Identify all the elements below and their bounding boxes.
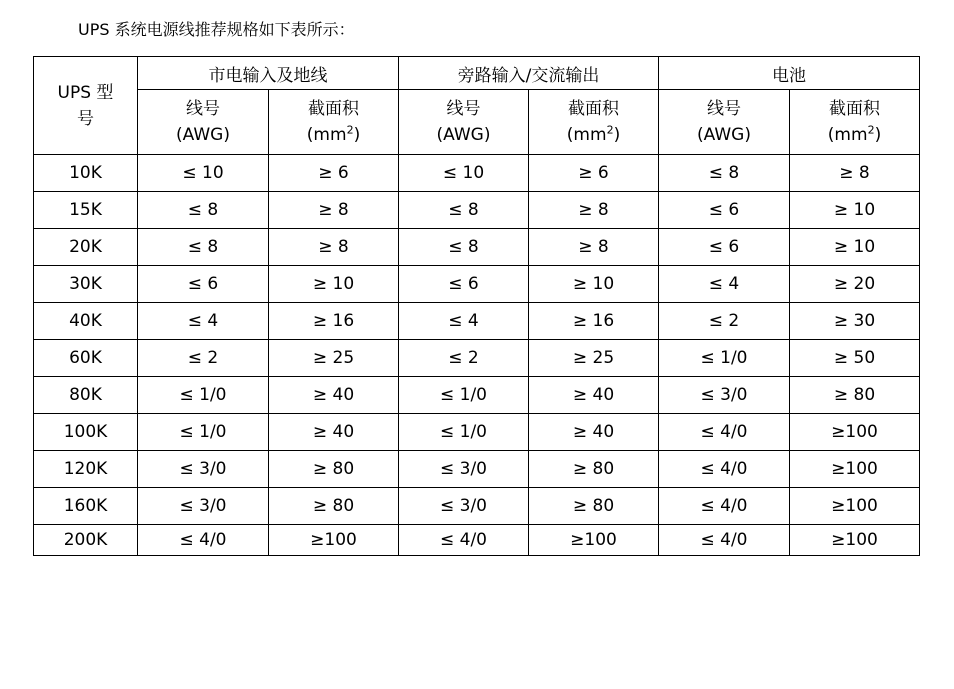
subheader-label: 截面积	[308, 99, 359, 119]
table-row	[34, 229, 920, 266]
subheader-cell	[529, 90, 659, 155]
subheader-label: 截面积	[568, 99, 619, 119]
spec-cell: ≤ 8	[138, 229, 269, 266]
header-row-groups	[34, 57, 920, 90]
subheader-unit	[659, 122, 789, 148]
spec-cell: ≤ 4	[138, 303, 269, 340]
table-row	[34, 525, 920, 556]
model-header-line2: 号	[77, 108, 94, 129]
spec-cell: ≥ 8	[529, 229, 659, 266]
spec-cell: ≥ 8	[269, 229, 399, 266]
unit-close: )	[613, 125, 621, 145]
spec-cell: ≤ 3/0	[659, 377, 790, 414]
table-row	[34, 266, 920, 303]
spec-cell: ≥ 8	[269, 192, 399, 229]
spec-cell: ≥ 20	[790, 266, 920, 303]
unit-close: )	[874, 125, 882, 145]
table-row	[34, 451, 920, 488]
spec-cell: ≤ 6	[659, 229, 790, 266]
model-cell: 160K	[34, 488, 138, 525]
spec-cell: ≤ 1/0	[138, 414, 269, 451]
spec-cell: ≤ 8	[659, 155, 790, 192]
intro-text: UPS 系统电源线推荐规格如下表所示：	[78, 20, 355, 39]
spec-cell: ≤ 2	[659, 303, 790, 340]
table-row	[34, 340, 920, 377]
spec-cell: ≤ 8	[399, 192, 529, 229]
subheader-label: 线号	[186, 99, 220, 119]
spec-cell: ≤ 1/0	[659, 340, 790, 377]
spec-cell: ≥ 6	[529, 155, 659, 192]
spec-cell: ≥100	[790, 525, 920, 556]
unit-text: (AWG)	[697, 125, 751, 145]
spec-cell: ≥ 80	[529, 488, 659, 525]
table-row	[34, 303, 920, 340]
subheader-cell	[399, 90, 529, 155]
spec-cell: ≥ 25	[529, 340, 659, 377]
spec-cell: ≤ 4/0	[138, 525, 269, 556]
spec-cell: ≤ 1/0	[138, 377, 269, 414]
spec-cell: ≤ 1/0	[399, 377, 529, 414]
model-cell: 20K	[34, 229, 138, 266]
model-cell: 80K	[34, 377, 138, 414]
spec-cell: ≥ 50	[790, 340, 920, 377]
spec-cell: ≤ 4/0	[659, 525, 790, 556]
model-cell: 200K	[34, 525, 138, 556]
spec-cell: ≤ 3/0	[138, 488, 269, 525]
subheader-cell	[659, 90, 790, 155]
subheader-unit	[138, 122, 268, 148]
subheader-unit	[399, 122, 528, 148]
subheader-cell	[138, 90, 269, 155]
table-row	[34, 488, 920, 525]
spec-cell: ≥ 30	[790, 303, 920, 340]
spec-cell: ≤ 3/0	[399, 451, 529, 488]
model-cell: 15K	[34, 192, 138, 229]
unit-close: )	[353, 125, 361, 145]
spec-cell: ≥ 10	[269, 266, 399, 303]
spec-cell: ≤ 4/0	[399, 525, 529, 556]
table-row	[34, 192, 920, 229]
subheader-label: 截面积	[829, 99, 880, 119]
model-header-line1: UPS 型	[57, 82, 114, 103]
subheader-unit	[790, 122, 919, 148]
subheader-cell	[269, 90, 399, 155]
group-header-mains: 市电输入及地线	[138, 57, 399, 90]
spec-cell: ≥100	[269, 525, 399, 556]
spec-cell: ≤ 4	[659, 266, 790, 303]
spec-cell: ≥ 40	[269, 414, 399, 451]
subheader-label: 线号	[446, 99, 481, 119]
model-cell: 120K	[34, 451, 138, 488]
spec-cell: ≤ 4/0	[659, 488, 790, 525]
model-cell: 10K	[34, 155, 138, 192]
table-row	[34, 155, 920, 192]
cable-spec-table	[33, 56, 920, 556]
group-header-bypass: 旁路输入/交流输出	[399, 57, 659, 90]
table-row	[34, 414, 920, 451]
spec-cell: ≤ 6	[659, 192, 790, 229]
spec-cell: ≤ 4/0	[659, 451, 790, 488]
spec-cell: ≥ 25	[269, 340, 399, 377]
table-row	[34, 377, 920, 414]
unit-text: (mm	[306, 125, 347, 145]
spec-cell: ≥ 40	[529, 377, 659, 414]
spec-cell: ≤ 10	[399, 155, 529, 192]
spec-cell: ≤ 6	[399, 266, 529, 303]
spec-cell: ≥ 16	[529, 303, 659, 340]
model-cell: 60K	[34, 340, 138, 377]
spec-cell: ≤ 4	[399, 303, 529, 340]
unit-text: (AWG)	[436, 125, 491, 145]
header-row-subcolumns	[34, 90, 920, 155]
spec-cell: ≥ 8	[790, 155, 920, 192]
unit-text: (mm	[566, 125, 607, 145]
spec-cell: ≤ 2	[138, 340, 269, 377]
group-header-battery: 电池	[659, 57, 920, 90]
spec-cell: ≥ 10	[790, 229, 920, 266]
spec-cell: ≤ 10	[138, 155, 269, 192]
spec-cell: ≥100	[529, 525, 659, 556]
spec-cell: ≥ 40	[529, 414, 659, 451]
spec-cell: ≥ 40	[269, 377, 399, 414]
unit-superscript: 2	[606, 123, 614, 137]
spec-cell: ≥ 16	[269, 303, 399, 340]
spec-cell: ≥ 80	[790, 377, 920, 414]
spec-cell: ≤ 8	[138, 192, 269, 229]
spec-cell: ≥100	[790, 414, 920, 451]
spec-cell: ≥ 10	[790, 192, 920, 229]
subheader-unit	[269, 122, 398, 148]
unit-superscript: 2	[867, 123, 875, 137]
spec-cell: ≥100	[790, 451, 920, 488]
spec-cell: ≤ 6	[138, 266, 269, 303]
subheader-unit	[529, 122, 658, 148]
spec-cell: ≤ 3/0	[399, 488, 529, 525]
model-cell: 30K	[34, 266, 138, 303]
spec-cell: ≥ 6	[269, 155, 399, 192]
spec-cell: ≤ 4/0	[659, 414, 790, 451]
spec-cell: ≥ 10	[529, 266, 659, 303]
spec-cell: ≥ 80	[269, 451, 399, 488]
model-cell: 40K	[34, 303, 138, 340]
subheader-label: 线号	[707, 99, 741, 119]
subheader-cell	[790, 90, 920, 155]
spec-cell: ≤ 2	[399, 340, 529, 377]
model-header	[34, 57, 138, 155]
unit-superscript: 2	[346, 123, 354, 137]
unit-text: (AWG)	[176, 125, 230, 145]
spec-cell: ≤ 8	[399, 229, 529, 266]
spec-cell: ≤ 1/0	[399, 414, 529, 451]
spec-cell: ≤ 3/0	[138, 451, 269, 488]
spec-cell: ≥ 80	[529, 451, 659, 488]
spec-cell: ≥ 80	[269, 488, 399, 525]
spec-cell: ≥100	[790, 488, 920, 525]
model-cell: 100K	[34, 414, 138, 451]
unit-text: (mm	[827, 125, 868, 145]
spec-cell: ≥ 8	[529, 192, 659, 229]
